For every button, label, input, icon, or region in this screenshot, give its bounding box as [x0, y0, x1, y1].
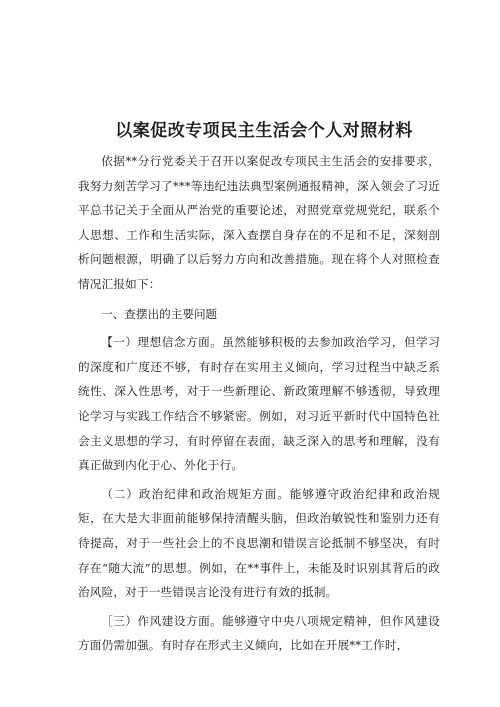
section-heading: 一、查摆出的主要问题: [101, 306, 218, 321]
document-title: 以案促改专项民主生活会个人对照材料: [115, 121, 413, 141]
item-ideals-paragraph: 【一）理想信念方面。虽然能够积极的去参加政治学习，但学习的深度和广度还不够，有时存在实用主义倾向，学习过程当中缺乏系统性、深入性思考，对于一些新理论、新政策理解不够透彻，导致理论学习与实践工作结合不够紧密。例如，对习近平新时代中国特色社会主义思想的学习，有时停留在表面，缺乏深入的思考和理解，没有真正做到内化于心、外化于行。: [78, 335, 440, 473]
item-style-paragraph: ［三）作风建设方面。能够遵守中央八项规定精神，但作风建设方面仍需加强。有时存在形式主义倾向，比如在开展**工作时，: [78, 613, 440, 653]
item-discipline-paragraph: （二）政治纪律和政治规矩方面。能够遵守政治纪律和政治规矩，在大是大非面前能够保持清醒头脑，但政治敏锐性和鉴别力还有待提高，对于一些社会上的不良思潮和错误言论抵制不够坚决，有时存在“随大流”的思想。例如，在**事件上，未能及时识别其背后的政治风险，对于一些错误言论没有进行有效的抵制。: [78, 486, 440, 600]
intro-paragraph: 依据**分行党委关于召开以案促改专项民主生活会的安排要求，我努力刻苦学习了***等违纪违法典型案例通报精神，深入领会了习近平总书记关于全面从严治党的重要论述，对照党章党规党纪，联系个人思想、工作和生活实际，深入查摆自身存在的不足和不足，深刻剖析问题根源，明确了以后努力方向和改善措施。现在将个人对照检查情况汇报如下：: [78, 154, 440, 291]
